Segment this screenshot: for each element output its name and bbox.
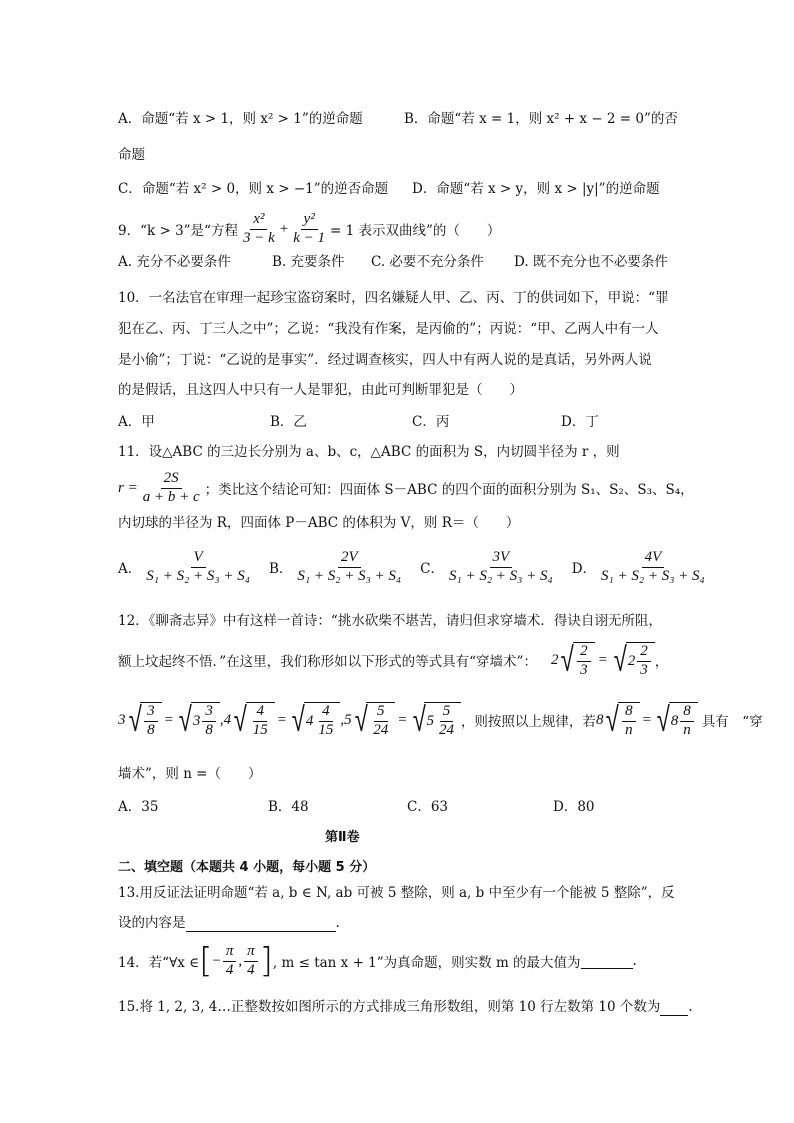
q12-target-num: 8 [622, 704, 636, 722]
q9-stem-pre: 9．“k > 3”是“方程 [118, 223, 238, 240]
q11-option-c-num: 3V [490, 550, 513, 568]
q12-ex4-den: 24 [373, 721, 389, 738]
q13-line-1: 13.用反证法证明命题“若 a, b ∈ N, ab 可被 5 整除，则 a, b 中至少有一个能被 5 整除”，反 [118, 885, 675, 901]
q9-frac1-num: x² [250, 212, 267, 230]
sqrt-symbol: √ $\frac{2}{3}$ [558, 642, 594, 679]
q10-option-b: B．乙 [270, 414, 307, 430]
q12-ex2-num-in: 3 [202, 704, 216, 722]
q11-r-den: a + b + c [142, 488, 200, 505]
q14-lo-num: π [223, 944, 237, 962]
q11-option-d-fraction [598, 550, 708, 585]
q9-option-b: B. 充要条件 [272, 254, 345, 270]
q13-answer-blank[interactable] [186, 931, 336, 932]
q12-example-1: 2 √ $\frac{2}{3}$ = √ 2 $\frac{2}{3}$ ， [550, 640, 669, 681]
q11-option-b-num: 2V [338, 550, 361, 568]
q12-ex1-num-in: 2 [637, 644, 651, 662]
q9-frac2-num: y² [301, 212, 318, 230]
q11-line-2-text: ；类比这个结论可知：四面体 S－ABC 的四个面的面积分别为 S₁、S₂、S₃、S₄， [204, 482, 694, 499]
q12-ex1-coef: 2 [550, 651, 559, 668]
q12-line-3-text: ，则按照以上规律，若 [460, 714, 596, 731]
q9-frac1-den: 3 − k [242, 229, 275, 246]
q12-ex1-num: 2 [577, 644, 591, 662]
q15-answer-blank[interactable] [660, 1015, 688, 1016]
q8-option-c: C．命题“若 x² > 0，则 x > −1”的逆否命题 [118, 181, 389, 197]
q14-lower-bound [223, 944, 237, 979]
q13-line-2: 设的内容是 . [118, 915, 340, 931]
q12-ex4-coef: 5 [344, 711, 352, 728]
q12-example-3: 4 √ $\frac{4}{15}$ = √ 4 $\frac{4}{15}$ , [223, 700, 345, 741]
q11-line-1: 11．设△ABC 的三边长分别为 a、b、c，△ABC 的面积为 S，内切圆半径为 r ，则 [118, 444, 620, 460]
q12-example-4: 5 √ $\frac{5}{24}$ = √ 5 $\frac{5}{24}$ [344, 702, 461, 739]
section-heading: 二、填空题（本题共 4 小题，每小题 5 分） [118, 860, 376, 875]
q9-stem [118, 212, 500, 247]
q11-option-d-label: D． [571, 561, 597, 578]
q10-line-3: 是小偷”；丁说：“乙说的是事实”．经过调查核实，四人中有两人说的是真话，另外两人说 [118, 352, 652, 368]
q8-option-d: D．命题“若 x > y，则 x > |y|”的逆命题 [412, 181, 660, 197]
q12-target-coef-in: 8 [670, 712, 679, 729]
q12-target-den: n [625, 721, 633, 738]
q9-option-a: A. 充分不必要条件 [118, 254, 231, 270]
q11-option-a-fraction [143, 550, 253, 585]
q9-frac2-den: k − 1 [293, 229, 325, 246]
q11-line-3: 内切球的半径为 R，四面体 P－ABC 的体积为 V，则 R＝（ ） [118, 515, 520, 531]
q8-option-b-cont: 命题 [118, 147, 145, 163]
q12-option-c: C．63 [407, 799, 449, 815]
q8-option-b: B．命题“若 x = 1，则 x² + x − 2 = 0”的否 [404, 111, 678, 127]
q9-option-c: C. 必要不充分条件 [371, 254, 484, 270]
q12-ex4-num-in: 5 [440, 704, 454, 722]
right-bracket: ] [259, 941, 273, 982]
q12-line-4: 墙术”，则 n =（ ） [118, 766, 262, 782]
q14-lo-den: 4 [225, 961, 234, 978]
q12-option-d: D．80 [553, 799, 595, 815]
left-bracket: [ [199, 941, 213, 982]
q11-option-a-den: S₁ + S₂ + S₃ + S₄ [146, 567, 250, 584]
q14-pre: 14．若“∀x ∈ [118, 955, 200, 972]
q14-post: , m ≤ tan x + 1”为真命题，则实数 m 的最大值为 [272, 955, 581, 972]
sqrt-symbol: √ 2 $\frac{2}{3}$ [611, 642, 655, 679]
q11-r-num: 2S [161, 471, 182, 489]
q9-stem-post: = 1 表示双曲线”的（ ） [330, 223, 501, 240]
q10-line-2: 犯在乙、丙、丁三人之中”；乙说：“我没有作案，是丙偷的”；丙说：“甲、乙两人中有一人 [118, 321, 659, 337]
q12-line-2-text: 额上坟起终不悟．”在这里，我们称形如以下形式的等式具有“穿墙术”： [118, 654, 537, 671]
q11-option-c-label: C． [420, 561, 444, 578]
q12-ex1-den-in: 3 [640, 661, 648, 678]
q11-option-d-num: 4V [642, 550, 665, 568]
q12-ex1-den: 3 [580, 661, 588, 678]
q11-option-c-fraction [446, 550, 556, 585]
q11-option-b-fraction [294, 550, 404, 585]
q12-ex2-coef: 3 [118, 711, 126, 728]
q13-line-2-text: 设的内容是 [118, 915, 186, 931]
q12-option-b: B．48 [268, 799, 309, 815]
q9-plus: + [279, 220, 289, 237]
q9-fraction-1 [240, 212, 278, 247]
q12-target-coef: 8 [595, 711, 604, 728]
q12-ex3-coef: 4 [223, 711, 232, 728]
q11-option-b-den: S₁ + S₂ + S₃ + S₄ [297, 567, 402, 584]
q12-ex2-num: 3 [144, 704, 158, 722]
q12-target-expression: 8 √ $\frac{8}{n}$ = √ 8 $\frac{8}{n}$ [596, 702, 698, 739]
q10-option-d: D．丁 [561, 414, 599, 430]
q12-ex3-coef-in: 4 [305, 712, 314, 729]
q8-option-a: A．命题“若 x > 1，则 x² > 1”的逆命题 [118, 111, 363, 127]
q11-options [118, 550, 710, 585]
section-title: 第Ⅱ卷 [325, 830, 360, 845]
q12-line-3-end: 具有 “穿 [701, 714, 763, 731]
q12-ex2-den-in: 8 [205, 721, 213, 738]
q10-option-c: C．丙 [412, 414, 450, 430]
q12-target-den-in: n [683, 721, 691, 738]
q15-text: 15.将 1, 2, 3, 4…正整数按如图所示的方式排成三角形数组，则第 10 行左数第 10 个数为 [118, 999, 661, 1015]
q11-option-a-num: V [191, 550, 206, 568]
q14-answer-blank[interactable] [581, 954, 633, 969]
q14-upper-bound [244, 944, 258, 979]
q11-option-c-den: S₁ + S₂ + S₃ + S₄ [448, 567, 553, 584]
q11-option-a-label: A． [118, 561, 142, 578]
q12-option-a: A．35 [118, 799, 159, 815]
q12-line-1: 12．《聊斋志异》中有这样一首诗：“挑水砍柴不堪苦，请归但求穿墙术．得诀自诩无所阻， [118, 613, 662, 629]
q10-option-a: A．甲 [118, 414, 155, 430]
q11-option-d-den: S₁ + S₂ + S₃ + S₄ [601, 567, 705, 584]
q12-example-2: 3 √ $\frac{3}{8}$ = √ 3 $\frac{3}{8}$ , [118, 700, 224, 741]
q14-hi-den: 4 [247, 961, 255, 978]
q12-ex4-den-in: 24 [438, 721, 454, 738]
q11-option-b-label: B． [268, 561, 293, 578]
q10-line-4: 的是假话，且这四人中只有一人是罪犯，由此可判断罪犯是（ ） [118, 382, 523, 398]
q12-target-num-in: 8 [680, 704, 694, 722]
q12-line-3 [118, 702, 763, 739]
q14-line: 14．若“∀x ∈ [ − $\frac{\pi}{4}$ , $\frac{\pi}{4}$ ] , m ≤ tan x + 1”为真命题，则实数 m 的最大值为 . [118, 941, 637, 982]
q12-ex3-den: 15 [252, 721, 268, 738]
q9-option-d: D. 既不充分也不必要条件 [514, 254, 668, 270]
q12-ex1-coef-in: 2 [627, 652, 636, 669]
q12-ex3-den-in: 15 [318, 721, 334, 738]
q12-ex3-num-in: 4 [319, 704, 333, 722]
q14-hi-num: π [244, 944, 258, 962]
q11-r-equals: r = [118, 479, 138, 496]
q12-ex4-coef-in: 5 [426, 712, 434, 729]
q12-ex3-num: 4 [253, 704, 267, 722]
q12-line-2 [118, 642, 668, 679]
q12-ex2-den: 8 [147, 721, 155, 738]
q15-line: 15.将 1, 2, 3, 4…正整数按如图所示的方式排成三角形数组，则第 10 行左数第 10 个数为 . [118, 999, 693, 1015]
q12-ex2-coef-in: 3 [192, 712, 201, 729]
q12-ex4-num: 5 [374, 704, 388, 722]
q11-r-fraction [140, 471, 203, 506]
q10-line-1: 10．一名法官在审理一起珍宝盗窃案时，四名嫌疑人甲、乙、丙、丁的供词如下，甲说：“罪 [118, 290, 669, 306]
q11-line-2 [118, 471, 694, 506]
q9-fraction-2 [290, 212, 328, 247]
